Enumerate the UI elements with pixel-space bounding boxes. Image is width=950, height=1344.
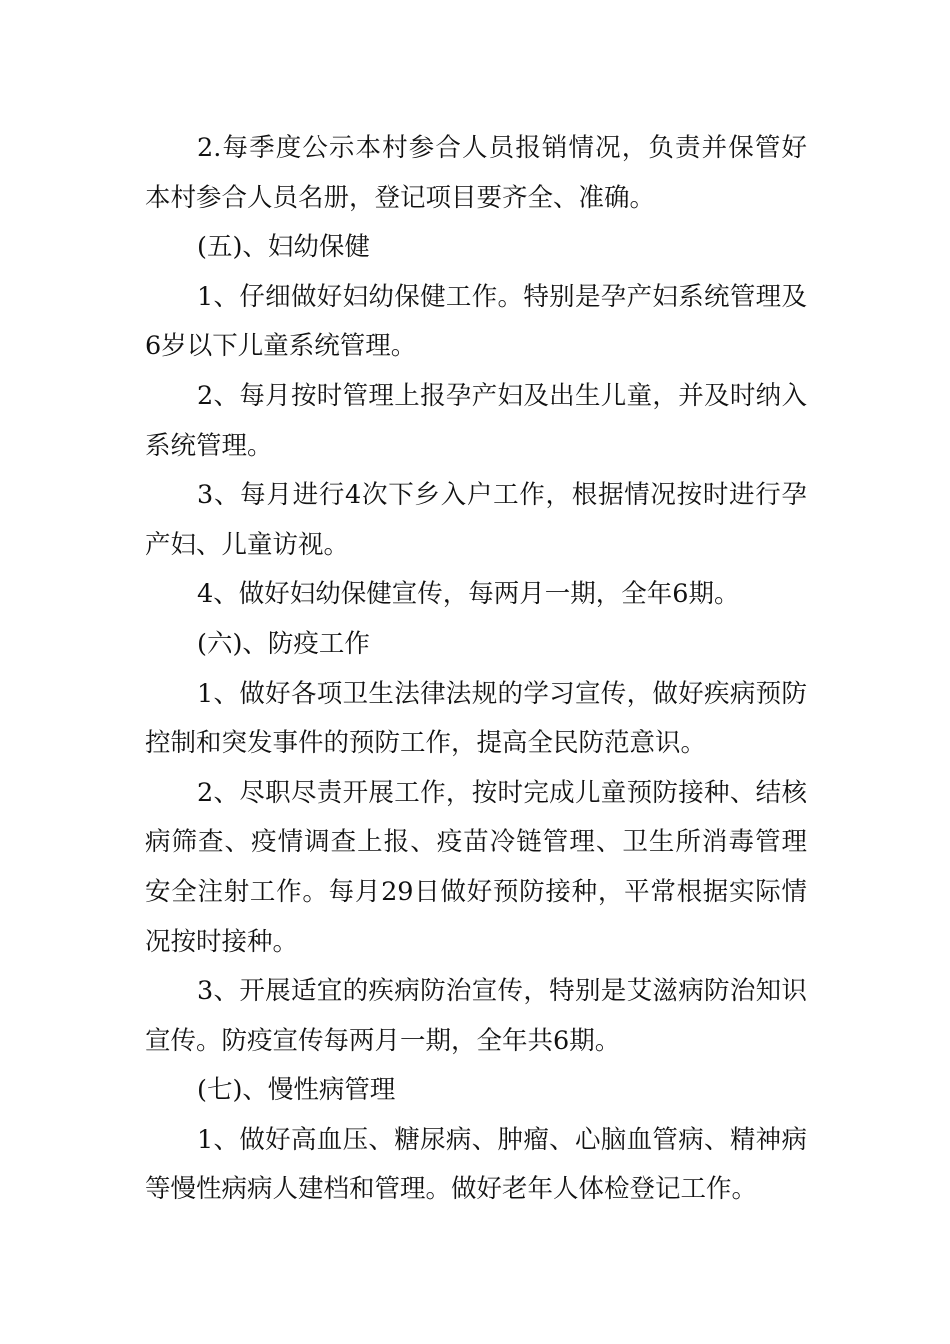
paragraph-chronic-disease-records: 1、做好高血压、糖尿病、肿瘤、心脑血管病、精神病等慢性病病人建档和管理。做好老年人体检登记工作。 xyxy=(145,1124,807,1205)
section-heading-chronic-disease: (七)、慢性病管理 xyxy=(197,1075,396,1106)
paragraph-law-publicity: 1、做好各项卫生法律法规的学习宣传，做好疾病预防控制和突发事件的预防工作，提高全民防范意识。 xyxy=(145,678,807,759)
paragraph-disease-publicity: 3、开展适宜的疾病防治宣传，特别是艾滋病防治知识宣传。防疫宣传每两月一期，全年共6期。 xyxy=(145,976,807,1056)
paragraph-vaccination-work: 2、尽职尽责开展工作，按时完成儿童预防接种、结核病筛查、疫情调查上报、疫苗冷链管理、卫生所消毒管理安全注射工作。每月29日做好预防接种，平常根据实际情况按时接种。 xyxy=(145,777,807,957)
paragraph-maternal-child-care: 1、仔细做好妇幼保健工作。特别是孕产妇系统管理及6岁以下儿童系统管理。 xyxy=(145,281,807,362)
document-page xyxy=(145,124,807,1215)
paragraph-reimbursement-publicity: 2.每季度公示本村参合人员报销情况，负责并保管好本村参合人员名册，登记项目要齐全、准确。 xyxy=(145,133,807,213)
section-heading-epidemic-prevention: (六)、防疫工作 xyxy=(197,628,370,659)
paragraph-home-visits: 3、每月进行4次下乡入户工作，根据情况按时进行孕产妇、儿童访视。 xyxy=(145,480,807,560)
paragraph-monthly-report: 2、每月按时管理上报孕产妇及出生儿童，并及时纳入系统管理。 xyxy=(145,380,807,461)
paragraph-health-publicity: 4、做好妇幼保健宣传，每两月一期，全年6期。 xyxy=(197,579,740,610)
section-heading-maternal-child-health: (五)、妇幼保健 xyxy=(197,232,370,263)
